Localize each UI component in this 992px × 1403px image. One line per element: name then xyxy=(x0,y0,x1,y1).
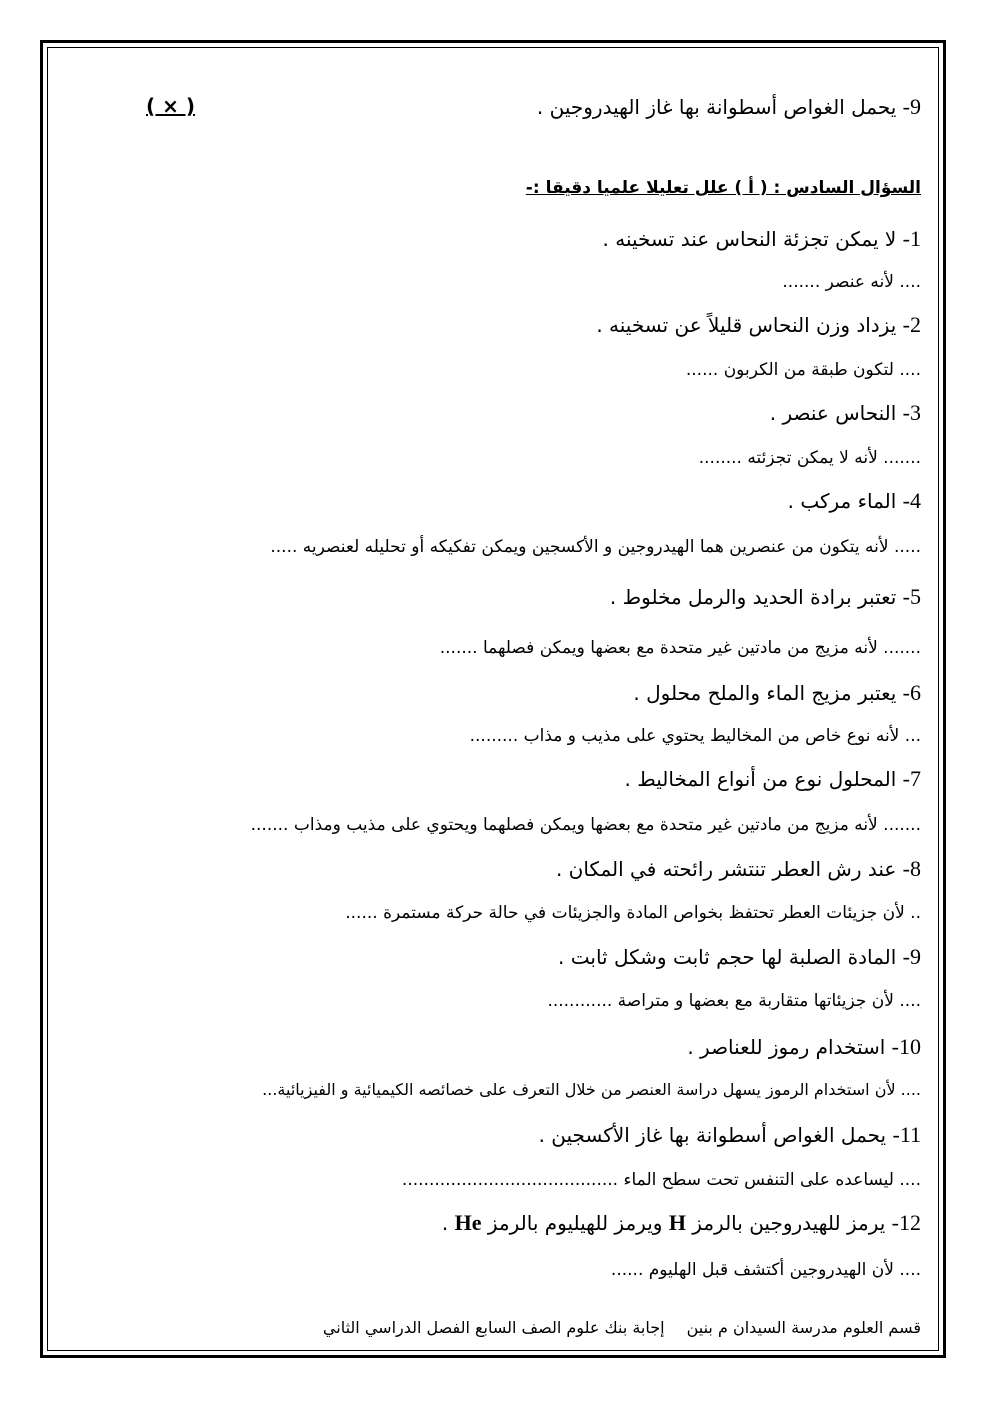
question-number: 1- xyxy=(902,226,921,251)
section-heading: السؤال السادس : ( أ ) علل تعليلا علميا دقيقا :- xyxy=(525,178,921,198)
question-7 xyxy=(625,766,921,792)
question-text: استخدام رموز للعناصر . xyxy=(687,1035,886,1059)
question-number: 8- xyxy=(902,856,921,881)
question-12 xyxy=(442,1210,921,1236)
question-11 xyxy=(539,1122,921,1148)
question-2 xyxy=(596,312,921,338)
answer-3: ....... لأنه لا يمكن تجزئته ........ xyxy=(698,448,921,468)
question-end: . xyxy=(441,1211,449,1235)
question-5 xyxy=(610,584,921,610)
question-text: المادة الصلبة لها حجم ثابت وشكل ثابت . xyxy=(558,945,897,969)
symbol-hydrogen: H xyxy=(668,1210,686,1235)
question-number: 12- xyxy=(891,1210,921,1235)
answer-9: .... لأن جزيئاتها متقاربة مع بعضها و متراصة ............ xyxy=(547,991,921,1011)
tf-question-number: 9- xyxy=(902,94,921,119)
answer-1: .... لأنه عنصر ....... xyxy=(782,272,921,292)
answer-10: .... لأن استخدام الرموز يسهل دراسة العنصر من خلال التعرف على خصائصه الكيميائية و الفيزيائية... xyxy=(262,1080,921,1099)
answer-8: .. لأن جزيئات العطر تحتفظ بخواص المادة والجزيئات في حالة حركة مستمرة ...... xyxy=(345,903,921,923)
answer-6: ... لأنه نوع خاص من المخاليط يحتوي على مذيب و مذاب ......... xyxy=(469,726,921,746)
answer-5: ....... لأنه مزيج من مادتين غير متحدة مع بعضها ويمكن فصلهما ....... xyxy=(439,638,921,658)
question-number: 11- xyxy=(892,1122,921,1147)
answer-4: ..... لأنه يتكون من عنصرين هما الهيدروجين و الأكسجين ويمكن تفكيكه أو تحليله لعنصريه ..... xyxy=(270,537,921,557)
question-text-part1: يرمز للهيدروجين بالرمز xyxy=(692,1211,886,1235)
symbol-helium: He xyxy=(454,1210,482,1235)
footer-title: إجابة بنك علوم الصف السابع الفصل الدراسي الثاني xyxy=(322,1318,665,1337)
question-number: 6- xyxy=(902,680,921,705)
answer-12: .... لأن الهيدروجين أكتشف قبل الهليوم ...... xyxy=(610,1260,921,1280)
question-number: 10- xyxy=(891,1034,921,1059)
question-3 xyxy=(770,400,921,426)
question-number: 3- xyxy=(902,400,921,425)
question-10 xyxy=(687,1034,921,1060)
question-1 xyxy=(603,226,921,252)
question-text: تعتبر برادة الحديد والرمل مخلوط . xyxy=(609,585,897,609)
tf-answer-mark: ( × ) xyxy=(146,94,195,118)
question-text: المحلول نوع من أنواع المخاليط . xyxy=(624,767,897,791)
question-9 xyxy=(558,944,921,970)
answer-7: ....... لأنه مزيج من مادتين غير متحدة مع بعضها ويمكن فصلهما ويحتوي على مذيب ومذاب ....... xyxy=(250,815,921,835)
question-text: يعتبر مزيج الماء والملح محلول . xyxy=(633,681,897,705)
question-6 xyxy=(633,680,921,706)
question-number: 5- xyxy=(902,584,921,609)
question-4 xyxy=(788,488,921,514)
tf-question-9 xyxy=(537,94,921,120)
tf-question-text: يحمل الغواص أسطوانة بها غاز الهيدروجين . xyxy=(536,95,897,119)
question-number: 4- xyxy=(902,488,921,513)
question-text-part2: ويرمز للهيليوم بالرمز xyxy=(487,1211,663,1235)
footer xyxy=(323,1318,921,1337)
footer-school: قسم العلوم مدرسة السيدان م بنين xyxy=(686,1318,921,1337)
question-text: النحاس عنصر . xyxy=(769,401,897,425)
question-text: لا يمكن تجزئة النحاس عند تسخينه . xyxy=(602,227,897,251)
answer-11: .... ليساعده على التنفس تحت سطح الماء ........................................ xyxy=(401,1170,921,1190)
answer-2: .... لتكون طبقة من الكربون ...... xyxy=(685,360,921,380)
question-text: يزداد وزن النحاس قليلاً عن تسخينه . xyxy=(596,313,897,337)
question-text: الماء مركب . xyxy=(787,489,897,513)
question-text: عند رش العطر تنتشر رائحته في المكان . xyxy=(555,857,897,881)
question-text: يحمل الغواص أسطوانة بها غاز الأكسجين . xyxy=(538,1123,887,1147)
question-number: 9- xyxy=(902,944,921,969)
question-number: 7- xyxy=(902,766,921,791)
question-8 xyxy=(556,856,921,882)
question-number: 2- xyxy=(902,312,921,337)
